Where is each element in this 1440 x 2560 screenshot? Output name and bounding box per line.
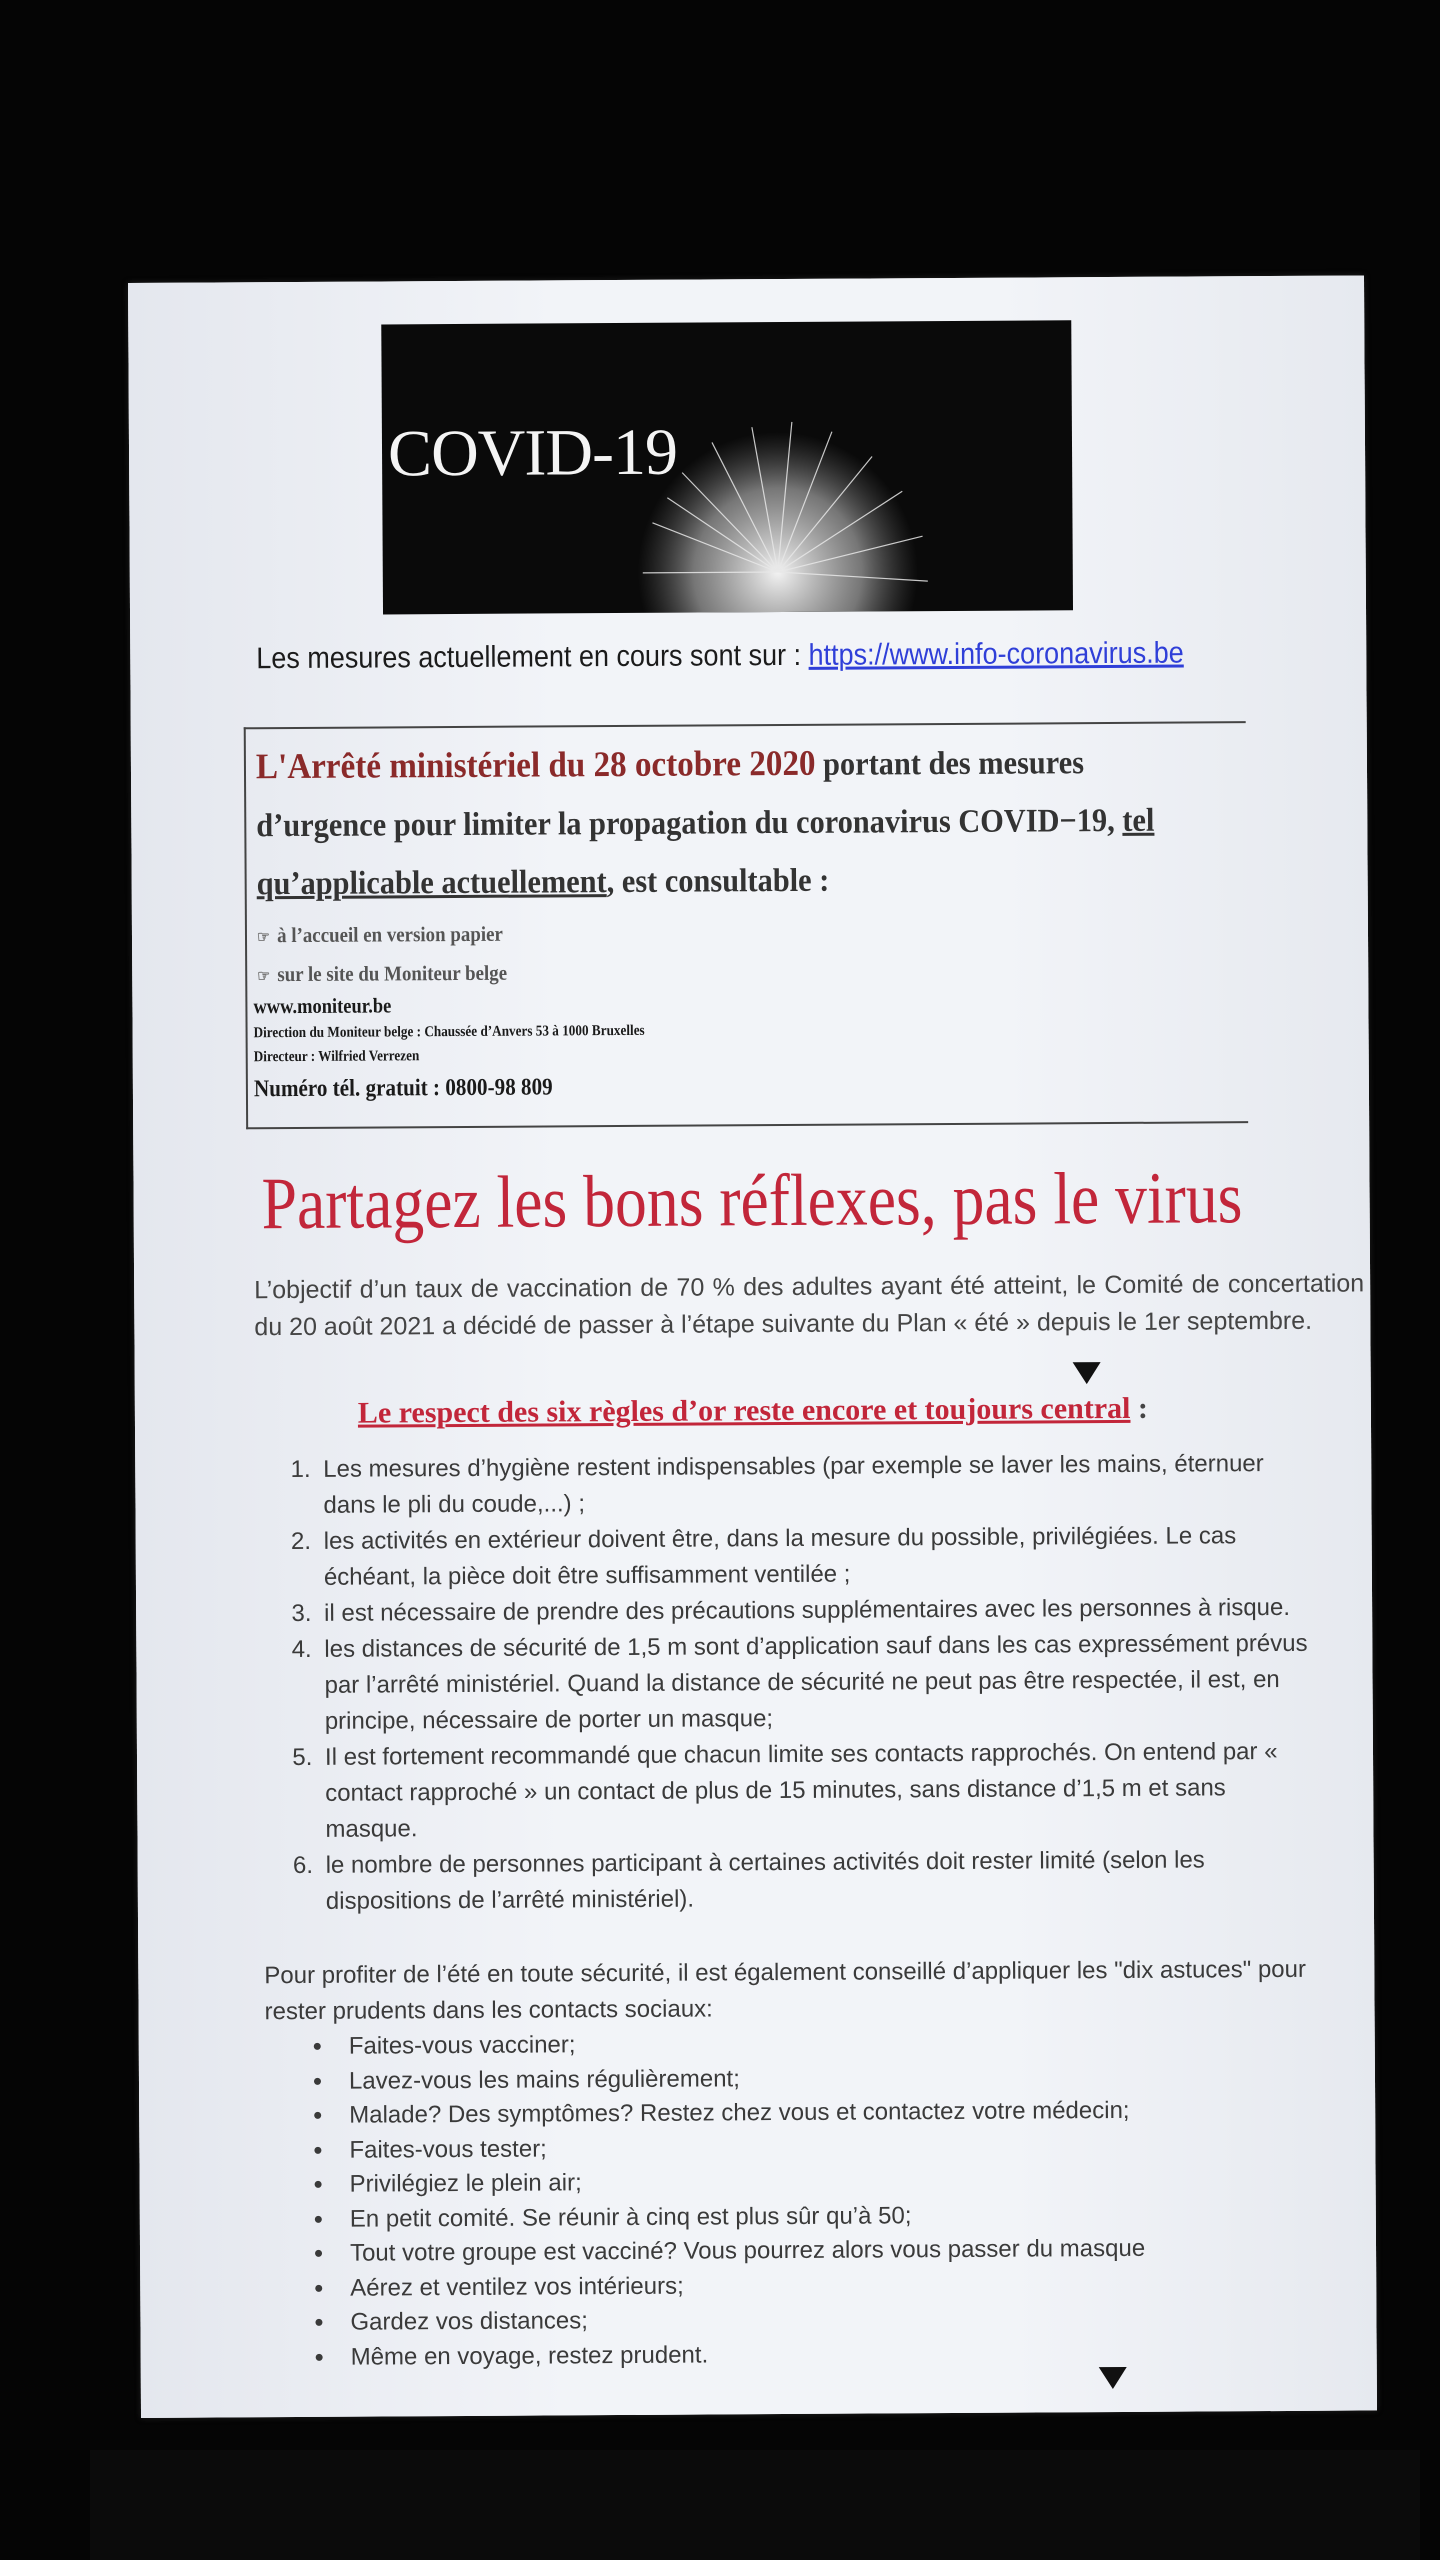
way-item: [257, 916, 507, 957]
cursor-icon: [1099, 2367, 1127, 2389]
list-item: • Tout votre groupe est vacciné? Vous pourrez alors vous passer du masque: [336, 2231, 1286, 2271]
hero-title: COVID-19: [387, 415, 678, 491]
list-item: • Malade? Des symptômes? Restez chez vous et contactez votre médecin;: [335, 2093, 1285, 2133]
consultation-ways: [257, 916, 507, 996]
list-item: 4. les distances de sécurité de 1,5 m sont d’application sauf dans les cas expressément prévus par l’arrêté ministériel. Quand la distance de sécurité ne peut pas être respectée, il est, en principe, nécessaire de porter un masque;: [318, 1626, 1319, 1740]
moniteur-directeur: Directeur : Wilfried Verrezen: [253, 1048, 420, 1066]
arrete-text-part1: portant des mesures d’urgence pour limiter la propagation du coronavirus COVID−19,: [256, 745, 1123, 845]
measures-label: Les mesures actuellement en cours sont sur :: [256, 638, 809, 676]
covid-banner: [381, 320, 1073, 614]
list-item: • Gardez vos distances;: [336, 2300, 1286, 2340]
moniteur-phone: Numéro tél. gratuit : 0800-98 809: [253, 1074, 553, 1103]
dix-astuces-intro: Pour profiter de l’été en toute sécurité, il est également conseillé d’appliquer les "dix astuces" pour rester prudents dans les contacts sociaux:: [264, 1955, 1307, 2026]
way-label: à l’accueil en version papier: [277, 921, 503, 948]
info-coronavirus-link[interactable]: https://www.info-coronavirus.be: [808, 636, 1184, 672]
moniteur-contact: [253, 989, 645, 1109]
moniteur-site: www.moniteur.be: [253, 993, 392, 1019]
arrete-underlined: tel qu’applicable actuellement: [256, 802, 1155, 903]
list-item: • Aérez et ventilez vos intérieurs;: [336, 2265, 1286, 2305]
dix-astuces-list: [305, 2024, 1287, 2375]
cursor-icon: [1073, 1362, 1101, 1384]
hand-pointer-icon: ☞: [256, 929, 270, 947]
list-item: • Faites-vous tester;: [335, 2127, 1285, 2167]
golden-rules-heading: [135, 1390, 1371, 1432]
list-item: 3. il est nécessaire de prendre des précautions supplémentaires avec les personnes à risque.: [318, 1590, 1318, 1632]
list-item: • Privilégiez le plein air;: [336, 2162, 1286, 2202]
list-item: • Lavez-vous les mains régulièrement;: [335, 2058, 1285, 2098]
way-label: sur le site du Moniteur belge: [277, 960, 508, 987]
arrete-notice-box: [244, 721, 1248, 1129]
list-item: • Même en voyage, restez prudent.: [337, 2334, 1287, 2374]
moniteur-direction: Direction du Moniteur belge : Chaussée d’Anvers 53 à 1000 Bruxelles: [253, 1022, 645, 1042]
golden-rules-title: Le respect des six règles d’or reste encore et toujours central: [357, 1391, 1131, 1430]
arrete-title: L'Arrêté ministériel du 28 octobre 2020: [255, 742, 816, 787]
list-item: • En petit comité. Se réunir à cinq est plus sûr qu’à 50;: [336, 2196, 1286, 2236]
screen-stand: [90, 2450, 1420, 2560]
golden-rules-list: [283, 1446, 1320, 1920]
info-display-screen: [128, 275, 1377, 2418]
arrete-text-part2: , est consultable :: [606, 862, 830, 901]
list-item: 1. Les mesures d’hygiène restent indispensables (par exemple se laver les mains, éternuer dans le pli du coude,...) ;: [317, 1446, 1317, 1524]
headline: Partagez les bons réflexes, pas le virus: [261, 1157, 1243, 1246]
list-item: 6. le nombre de personnes participant à certaines activités doit rester limité (selon les dispositions de l’arrêté ministériel).: [320, 1842, 1320, 1920]
hand-pointer-icon: ☞: [257, 968, 271, 986]
list-item: 2. les activités en extérieur doivent être, dans la mesure du possible, privilégiées. Le cas échéant, la pièce doit être suffisamment ventilée ;: [318, 1518, 1318, 1596]
list-item: 5. Il est fortement recommandé que chacun limite ses contacts rapprochés. On entend par « contact rapproché » un contact de plus de 15 minutes, sans distance d’1,5 m et sans masque.: [319, 1734, 1320, 1848]
arrete-text: [256, 732, 1159, 914]
objectif-paragraph: L’objectif d’un taux de vaccination de 70 % des adultes ayant été atteint, le Comité de concertation du 20 août 2021 a décidé de passer à l’étape suivante du Plan « été » depuis le 1er septembre.: [254, 1269, 1365, 1342]
golden-rules-colon: :: [1130, 1391, 1149, 1425]
list-item: • Faites-vous vacciner;: [335, 2024, 1285, 2064]
measures-line: [256, 637, 1184, 677]
